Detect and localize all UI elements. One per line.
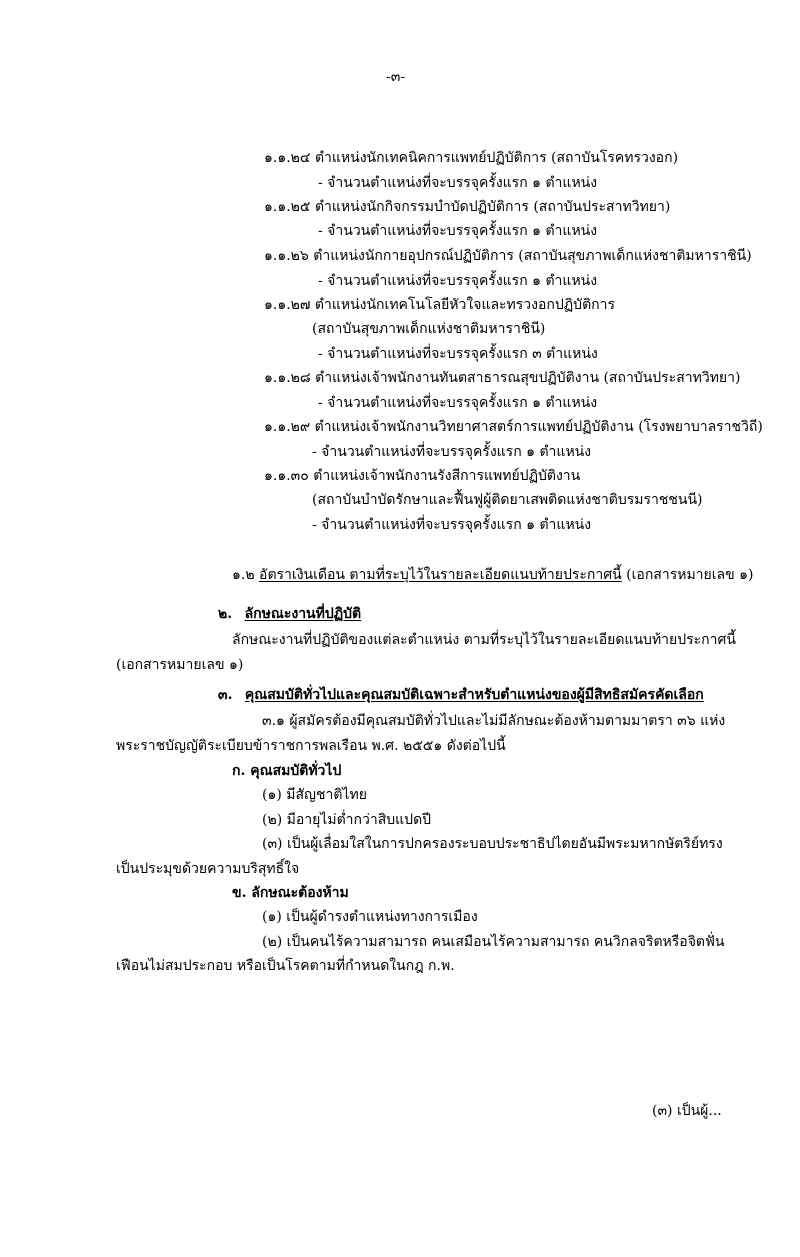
salary-line <box>232 566 753 584</box>
section3-para-line1: ๓.๑ ผู้สมัครต้องมีคุณสมบัติทั่วไปและไม่มีลักษณะต้องห้ามตามมาตรา ๓๖ แห่ง <box>262 713 726 729</box>
position-count-29: - จำนวนตำแหน่งที่จะบรรจุครั้งแรก ๑ ตำแหน่ง <box>312 444 592 460</box>
position-title-24: ๑.๑.๒๔ ตำแหน่งนักเทคนิคการแพทย์ปฏิบัติการ (สถาบันโรคทรวงอก) <box>264 150 679 166</box>
position-title-30: ๑.๑.๓๐ ตำแหน่งเจ้าพนักงานรังสีการแพทย์ปฏิบัติงาน <box>264 468 581 484</box>
position-title-29: ๑.๑.๒๙ ตำแหน่งเจ้าพนักงานวิทยาศาสตร์การแพทย์ปฏิบัติงาน (โรงพยาบาลราชวิถี) <box>264 419 763 435</box>
prohibited-item-2-continued: เฟือนไม่สมประกอบ หรือเป็นโรคตามที่กำหนดในกฎ ก.พ. <box>116 958 455 974</box>
position-count-25: - จำนวนตำแหน่งที่จะบรรจุครั้งแรก ๑ ตำแหน่ง <box>318 223 598 239</box>
section2-heading: ลักษณะงานที่ปฏิบัติ <box>244 606 362 622</box>
section2-number: ๒. <box>218 606 233 622</box>
section2-body-line1: ลักษณะงานที่ปฏิบัติของแต่ละตำแหน่ง ตามที่ระบุไว้ในรายละเอียดแนบท้ายประกาศนี้ <box>232 632 736 648</box>
general-qualifications-heading: ก. คุณสมบัติทั่วไป <box>232 763 342 779</box>
section2-heading-line <box>218 605 361 623</box>
general-item-2: (๒) มีอายุไม่ต่ำกว่าสิบแปดปี <box>262 812 432 828</box>
section3-heading-line <box>218 686 704 704</box>
position-sub-27: (สถาบันสุขภาพเด็กแห่งชาติมหาราชินี) <box>312 321 546 337</box>
position-title-28: ๑.๑.๒๘ ตำแหน่งเจ้าพนักงานทันตสาธารณสุขปฏิบัติงาน (สถาบันประสาทวิทยา) <box>264 370 741 386</box>
section2-body-line2: (เอกสารหมายเลข ๑) <box>116 657 244 673</box>
position-count-26: - จำนวนตำแหน่งที่จะบรรจุครั้งแรก ๑ ตำแหน่ง <box>318 273 598 289</box>
position-title-27: ๑.๑.๒๗ ตำแหน่งนักเทคโนโลยีหัวใจและทรวงอกปฏิบัติการ <box>264 297 616 313</box>
section3-number: ๓. <box>218 687 233 703</box>
general-item-3-continued: เป็นประมุขด้วยความบริสุทธิ์ใจ <box>116 861 300 877</box>
general-item-3: (๓) เป็นผู้เลื่อมใสในการปกครองระบอบประชาธิปไตยอันมีพระมหากษัตริย์ทรง <box>262 836 723 852</box>
position-count-28: - จำนวนตำแหน่งที่จะบรรจุครั้งแรก ๑ ตำแหน่ง <box>318 395 598 411</box>
section3-para-line2: พระราชบัญญัติระเบียบข้าราชการพลเรือน พ.ศ. ๒๕๕๑ ดังต่อไปนี้ <box>116 738 506 754</box>
position-title-25: ๑.๑.๒๕ ตำแหน่งนักกิจกรรมบำบัดปฏิบัติการ (สถาบันประสาทวิทยา) <box>264 199 671 215</box>
salary-number: ๑.๒ <box>232 567 255 583</box>
position-sub-30: (สถาบันบำบัดรักษาและฟื้นฟูผู้ติดยาเสพติดแห่งชาติบรมราชชนนี) <box>312 492 703 508</box>
position-count-27: - จำนวนตำแหน่งที่จะบรรจุครั้งแรก ๓ ตำแหน่ง <box>318 346 598 362</box>
prohibited-item-1: (๑) เป็นผู้ดำรงตำแหน่งทางการเมือง <box>262 909 478 925</box>
continuation-marker: (๓) เป็นผู้... <box>652 1103 722 1119</box>
prohibited-item-2: (๒) เป็นคนไร้ความสามารถ คนเสมือนไร้ความสามารถ คนวิกลจริตหรือจิตฟั่น <box>262 934 725 950</box>
salary-reference: (เอกสารหมายเลข ๑) <box>626 567 754 583</box>
general-item-1: (๑) มีสัญชาติไทย <box>262 787 367 803</box>
salary-underlined-text: อัตราเงินเดือน ตามที่ระบุไว้ในรายละเอียดแนบท้ายประกาศนี้ <box>259 567 622 583</box>
section3-heading: คุณสมบัติทั่วไปและคุณสมบัติเฉพาะสำหรับตำแหน่งของผู้มีสิทธิสมัครคัดเลือก <box>244 687 704 703</box>
position-title-26: ๑.๑.๒๖ ตำแหน่งนักกายอุปกรณ์ปฏิบัติการ (สถาบันสุขภาพเด็กแห่งชาติมหาราชินี) <box>264 248 752 264</box>
position-count-30: - จำนวนตำแหน่งที่จะบรรจุครั้งแรก ๑ ตำแหน่ง <box>312 517 592 533</box>
position-count-24: - จำนวนตำแหน่งที่จะบรรจุครั้งแรก ๑ ตำแหน่ง <box>318 175 598 191</box>
page-number: -๓- <box>386 69 406 85</box>
prohibited-heading: ข. ลักษณะต้องห้าม <box>232 885 349 901</box>
